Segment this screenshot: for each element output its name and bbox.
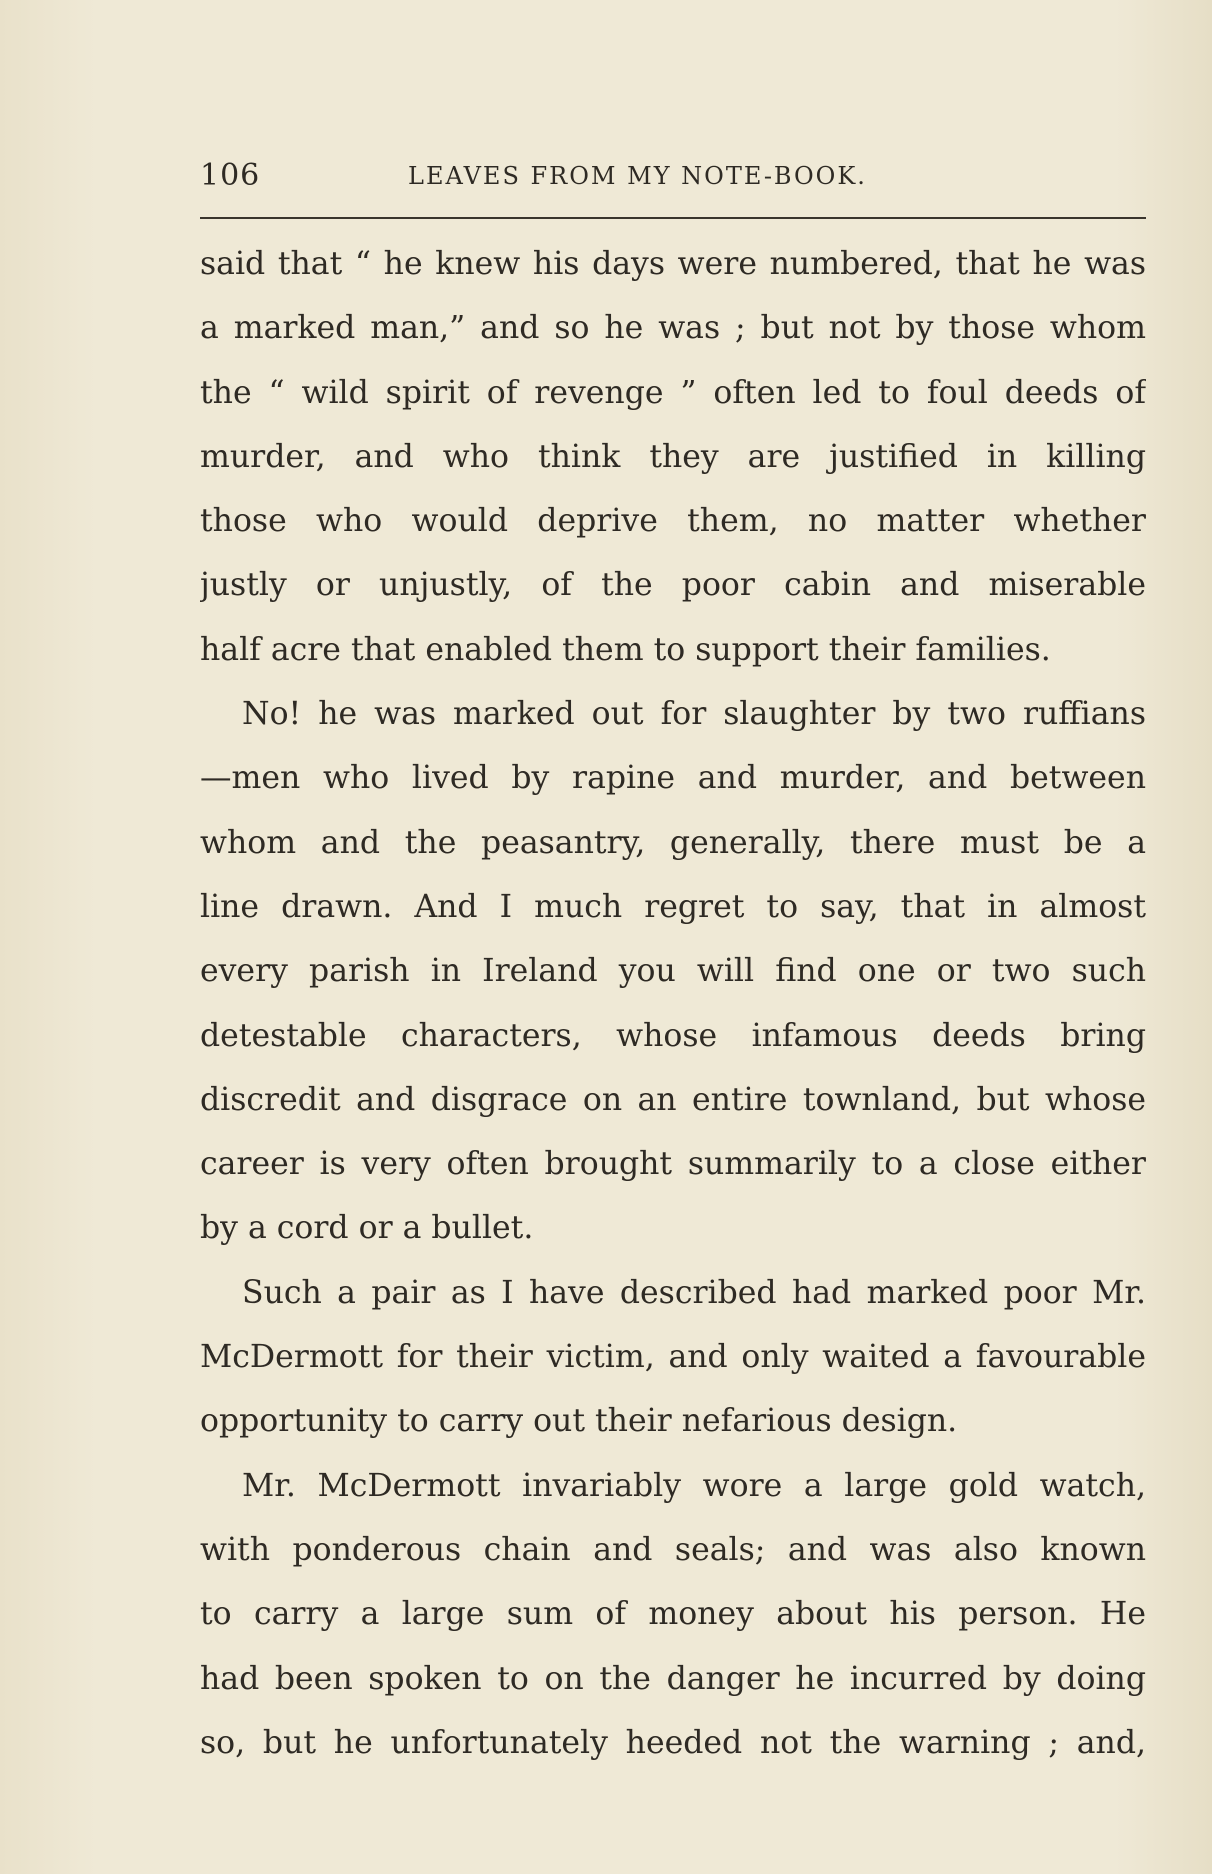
- text-line: detestable characters, whose infamous deeds bring: [200, 1017, 1146, 1054]
- text-line: No! he was marked out for slaughter by two ruffians: [242, 696, 1146, 733]
- text-line: said that “ he knew his days were numbered, that he was: [200, 246, 1146, 282]
- text-line: every parish in Ireland you will find one or two such: [200, 953, 1146, 990]
- text-line: opportunity to carry out their nefarious design.: [200, 1403, 958, 1440]
- text-line: career is very often brought summarily to a close either: [200, 1146, 1146, 1183]
- header-rule: [200, 217, 1146, 219]
- text-line: Mr. McDermott invariably wore a large gold watch,: [242, 1467, 1146, 1504]
- running-title: LEAVES FROM MY NOTE-BOOK.: [408, 162, 867, 190]
- text-line: discredit and disgrace on an entire townland, but whose: [200, 1081, 1146, 1118]
- text-line: a marked man,” and so he was ; but not by those whom: [200, 310, 1146, 347]
- text-line: the “ wild spirit of revenge ” often led to foul deeds of: [200, 374, 1146, 411]
- text-line: Such a pair as I have described had marked poor Mr.: [242, 1274, 1146, 1311]
- text-line: to carry a large sum of money about his person. He: [200, 1596, 1146, 1633]
- page-number: 106: [200, 158, 261, 193]
- text-line: had been spoken to on the danger he incurred by doing: [200, 1660, 1146, 1697]
- text-line: —men who lived by rapine and murder, and between: [200, 760, 1146, 797]
- text-line: whom and the peasantry, generally, there must be a: [200, 824, 1146, 861]
- text-line: justly or unjustly, of the poor cabin and miserable: [200, 567, 1146, 604]
- body-text: [200, 240, 1146, 1783]
- text-line: McDermott for their victim, and only waited a favourable: [200, 1339, 1146, 1376]
- text-line: line drawn. And I much regret to say, that in almost: [200, 888, 1146, 925]
- page-header: [200, 158, 1142, 198]
- text-line: murder, and who think they are justified in killing: [200, 438, 1146, 475]
- text-line: so, but he unfortunately heeded not the warning ; and,: [200, 1724, 1146, 1761]
- text-line: with ponderous chain and seals; and was also known: [200, 1531, 1146, 1568]
- text-line: those who would deprive them, no matter whether: [200, 503, 1146, 540]
- text-line: by a cord or a bullet.: [200, 1210, 534, 1247]
- text-line: half acre that enabled them to support their families.: [200, 631, 1051, 668]
